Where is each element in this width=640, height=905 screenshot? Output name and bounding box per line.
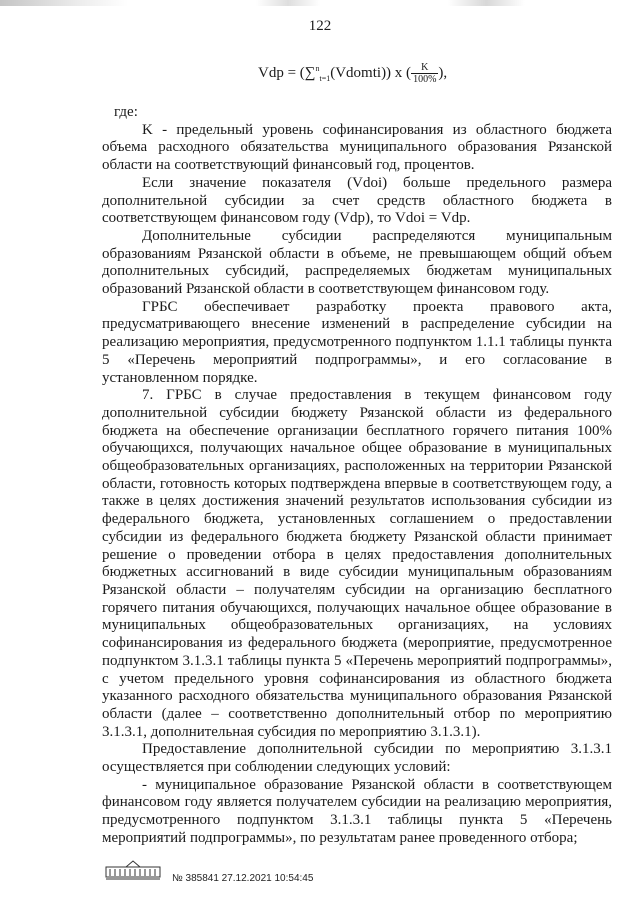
fraction-numerator: K (411, 62, 438, 74)
paragraph: - муниципальное образование Рязанской области в соответствующем финансовом году является получателем субсидии на реализацию мероприятия, предусмотренного подпунктом 3.1.3.1 таблицы пункта 5 «Перечень мероприятий подпрограммы», по результатам ранее проведенного отбора; (102, 776, 612, 846)
sum-lower: t=1 (319, 73, 331, 83)
paragraph: где: (114, 104, 138, 120)
fraction (411, 62, 438, 85)
paragraph: Если значение показателя (Vdoi) больше предельного размера дополнительной субсидии за счет средств областного бюджета в соответствующем финансовом году (Vdp), то Vdoi = Vdp. (102, 174, 612, 227)
page-number: 122 (308, 18, 332, 34)
fraction-denominator: 100% (413, 74, 437, 85)
building-logo-icon (104, 859, 162, 881)
document-logo-stamp (104, 859, 162, 881)
scan-edge (0, 0, 640, 6)
paragraph: Дополнительные субсидии распределяются муниципальным образованиям Рязанской области в объеме, не превышающем общий объем дополнительных субсидий, распределяемых бюджетам муниципальных образований Рязанской области в соответствующем финансовом году. (102, 227, 612, 298)
sum-upper: n (315, 63, 320, 73)
sum-symbol: ∑ (304, 64, 316, 81)
paragraph: ГРБС обеспечивает разработку проекта правового акта, предусматривающего внесение изменений в распределение субсидии на реализацию мероприятия, предусмотренного подпунктом 1.1.1 таблицы пункта 5 «Перечень мероприятий подпрограммы», и его согласование в установленном порядке. (102, 298, 612, 386)
paragraph: Предоставление дополнительной субсидии по мероприятию 3.1.3.1 осуществляется при соблюдении следующих условий: (102, 741, 612, 776)
formula (258, 62, 598, 94)
paragraph: 7. ГРБС в случае предоставления в текущем финансовом году дополнительной субсидии бюджету Рязанской области из федерального бюджета на обеспечение организации бесплатного горячего питания 100% обучающихся, получающих начальное общее образование в муниципальных общеобразовательных организациях, расположенных на территории Рязанской области, готовность которых подтверждена впервые в соответствующем году, а также в целях достижения значений результатов использования субсидии из федерального бюджета, установленных соглашением о предоставлении субсидии из федерального бюджета бюджету Рязанской области принимает решение о проведении отбора в целях предоставления дополнительных бюджетных ассигнований в виде субсидии муниципальным образованиям Рязанской области – получателям субсидии на организацию бесплатного горячего питания обучающихся, получающих начальное общее образование в муниципальных общеобразовательных организациях, на условиях софинансирования из федерального бюджета (мероприятие, предусмотренное подпунктом 3.1.3.1 таблицы пункта 5 «Перечень мероприятий подпрограммы», с учетом предельного уровня софинансирования из областного бюджета указанного расходного обязательства муниципального образования Рязанской области (далее – соответственно дополнительный отбор по мероприятию 3.1.3.1, дополнительная субсидия по мероприятию 3.1.3.1). (102, 387, 612, 740)
body-text (102, 104, 612, 848)
document-id: № 385841 27.12.2021 10:54:45 (172, 873, 314, 884)
formula-lhs: Vdp = ( (258, 64, 305, 81)
formula-tail: ), (438, 64, 448, 81)
formula-term: (Vdomti)) x ( (330, 64, 412, 81)
paragraph: K - предельный уровень софинансирования из областного бюджета объема расходного обязательства муниципального образования Рязанской области на соответствующий финансовый год, процентов. (102, 121, 612, 174)
